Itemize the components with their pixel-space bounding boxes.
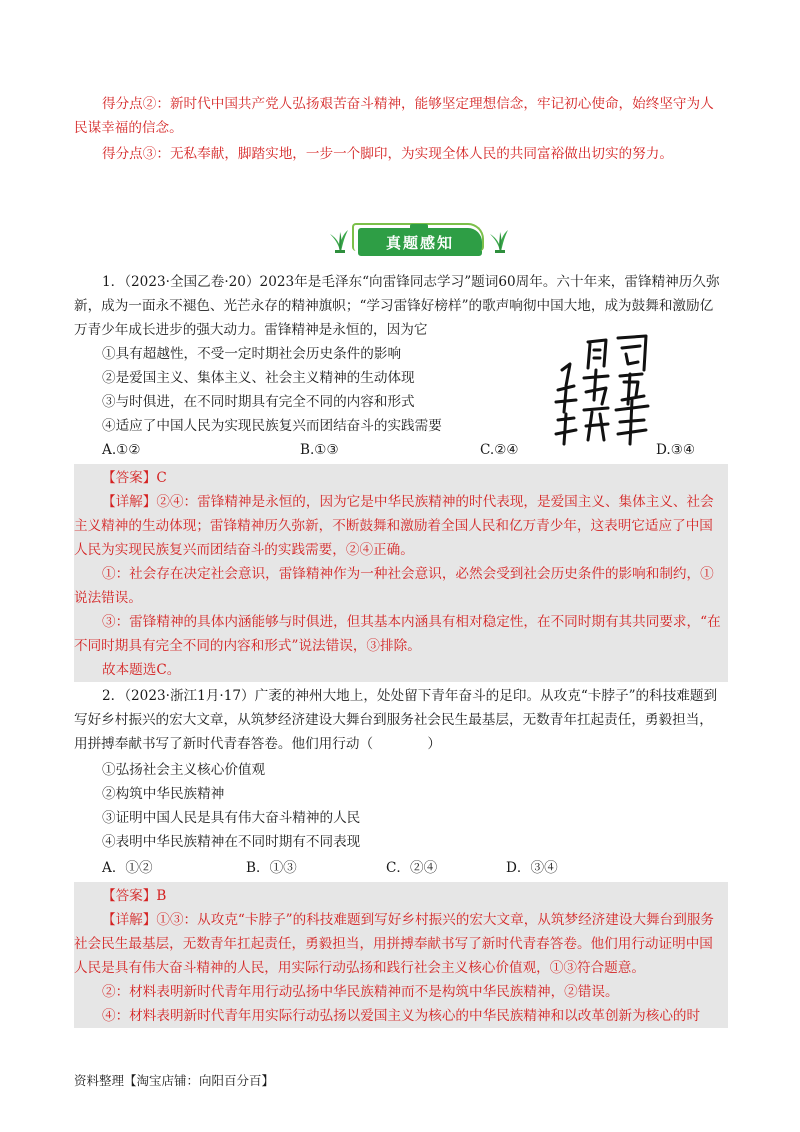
q2-stem: 2．（2023·浙江1月·17）广袤的神州大地上，处处留下青年奋斗的足印。从攻克“卡脖子”的科技难题到写好乡村振兴的宏大文章，从筑梦经济建设大舞台到服务社会民生最基层，无数青年扛起责任，勇毅担当，用拼搏奉献书写了新时代青春答卷。他们用行动（ ） [74,688,718,752]
q2-detail-3: ④：材料表明新时代青年用实际行动弘扬以爱国主义为核心的中华民族精神和以改革创新为核心的时 [102,1008,701,1024]
scoring-point-2: 得分点②：新时代中国共产党人弘扬艰苦奋斗精神，能够坚定理想信念，牢记初心使命，始终坚守为人民谋幸福的信念。 [74,96,714,136]
q1-answer: 【答案】C [102,470,167,486]
q1-option-4: ④适应了中国人民为实现民族复兴而团结奋斗的实践需要 [102,418,442,434]
section-banner [358,228,482,256]
q1-detail-3: ③：雷锋精神的具体内涵能够与时俱进，但其基本内涵具有相对稳定性，在不同时期有其共同要求，“在不同时期具有完全不同的内容和形式”说法错误，③排除。 [74,614,721,654]
q1-choice-d: D.③④ [656,442,696,458]
q1-detail-4: 故本题选C。 [102,662,181,678]
scoring-point-3: 得分点③：无私奉献，脚踏实地，一步一个脚印，为实现全体人民的共同富裕做出切实的努力。 [102,146,673,162]
q1-choice-b: B.①③ [300,442,339,458]
section-title: 真题感知 [385,234,454,252]
q1-detail-2: ①：社会存在决定社会意识，雷锋精神作为一种社会意识，必然会受到社会历史条件的影响和制约，①说法错误。 [74,566,714,606]
q1-option-3: ③与时俱进，在不同时期具有完全不同的内容和形式 [102,394,415,410]
q2-option-3: ③证明中国人民是具有伟大奋斗精神的人民 [102,810,361,826]
left-plant-icon [328,228,352,254]
q2-answer: 【答案】B [102,888,167,904]
q1-choice-c: C.②④ [480,442,519,458]
q2-detail-2: ②：材料表明新时代青年用行动弘扬中华民族精神而不是构筑中华民族精神，②错误。 [102,984,619,1000]
q1-choice-a: A.①② [102,442,141,458]
banner-tab-icon [410,224,428,230]
q2-choice-b: B．①③ [246,860,297,876]
q1-detail-1: 【详解】②④：雷锋精神是永恒的，因为它是中华民族精神的时代表现，是爱国主义、集体主义、社会主义精神的生动体现；雷锋精神历久弥新，不断鼓舞和激励着全国人民和亿万青少年，这表明它适应了中国人民为实现民族复兴而团结奋斗的实践需要，②④正确。 [74,494,714,558]
q1-option-2: ②是爱国主义、集体主义、社会主义精神的生动体现 [102,370,415,386]
q2-option-1: ①弘扬社会主义核心价值观 [102,762,266,778]
q2-option-4: ④表明中华民族精神在不同时期有不同表现 [102,834,361,850]
section-header [328,222,512,262]
q2-choice-d: D．③④ [506,860,558,876]
q2-option-2: ②构筑中华民族精神 [102,786,225,802]
q1-stem: 1．（2023·全国乙卷·20）2023年是毛泽东“向雷锋同志学习”题词60周年。六十年来，雷锋精神历久弥新，成为一面永不褪色、光芒永存的精神旗帜；“学习雷锋好榜样”的歌声响彻中国大地，成为鼓舞和激励亿万青少年成长进步的强大动力。雷锋精神是永恒的，因为它 [74,274,720,338]
calligraphy-inscription-image [548,330,656,450]
q1-option-1: ①具有超越性，不受一定时期社会历史条件的影响 [102,346,402,362]
right-plant-icon [488,228,512,254]
q2-choice-c: C．②④ [386,860,438,876]
q2-choice-a: A．①② [102,860,153,876]
q2-detail-1: 【详解】①③：从攻克“卡脖子”的科技难题到写好乡村振兴的宏大文章，从筑梦经济建设大舞台到服务社会民生最基层，无数青年扛起责任，勇毅担当，用拼搏奉献书写了新时代青春答卷。他们用行动证明中国人民是具有伟大奋斗精神的人民，用实际行动弘扬和践行社会主义核心价值观，①③符合题意。 [74,912,715,976]
footer-source: 资料整理【淘宝店铺：向阳百分百】 [74,1073,275,1088]
